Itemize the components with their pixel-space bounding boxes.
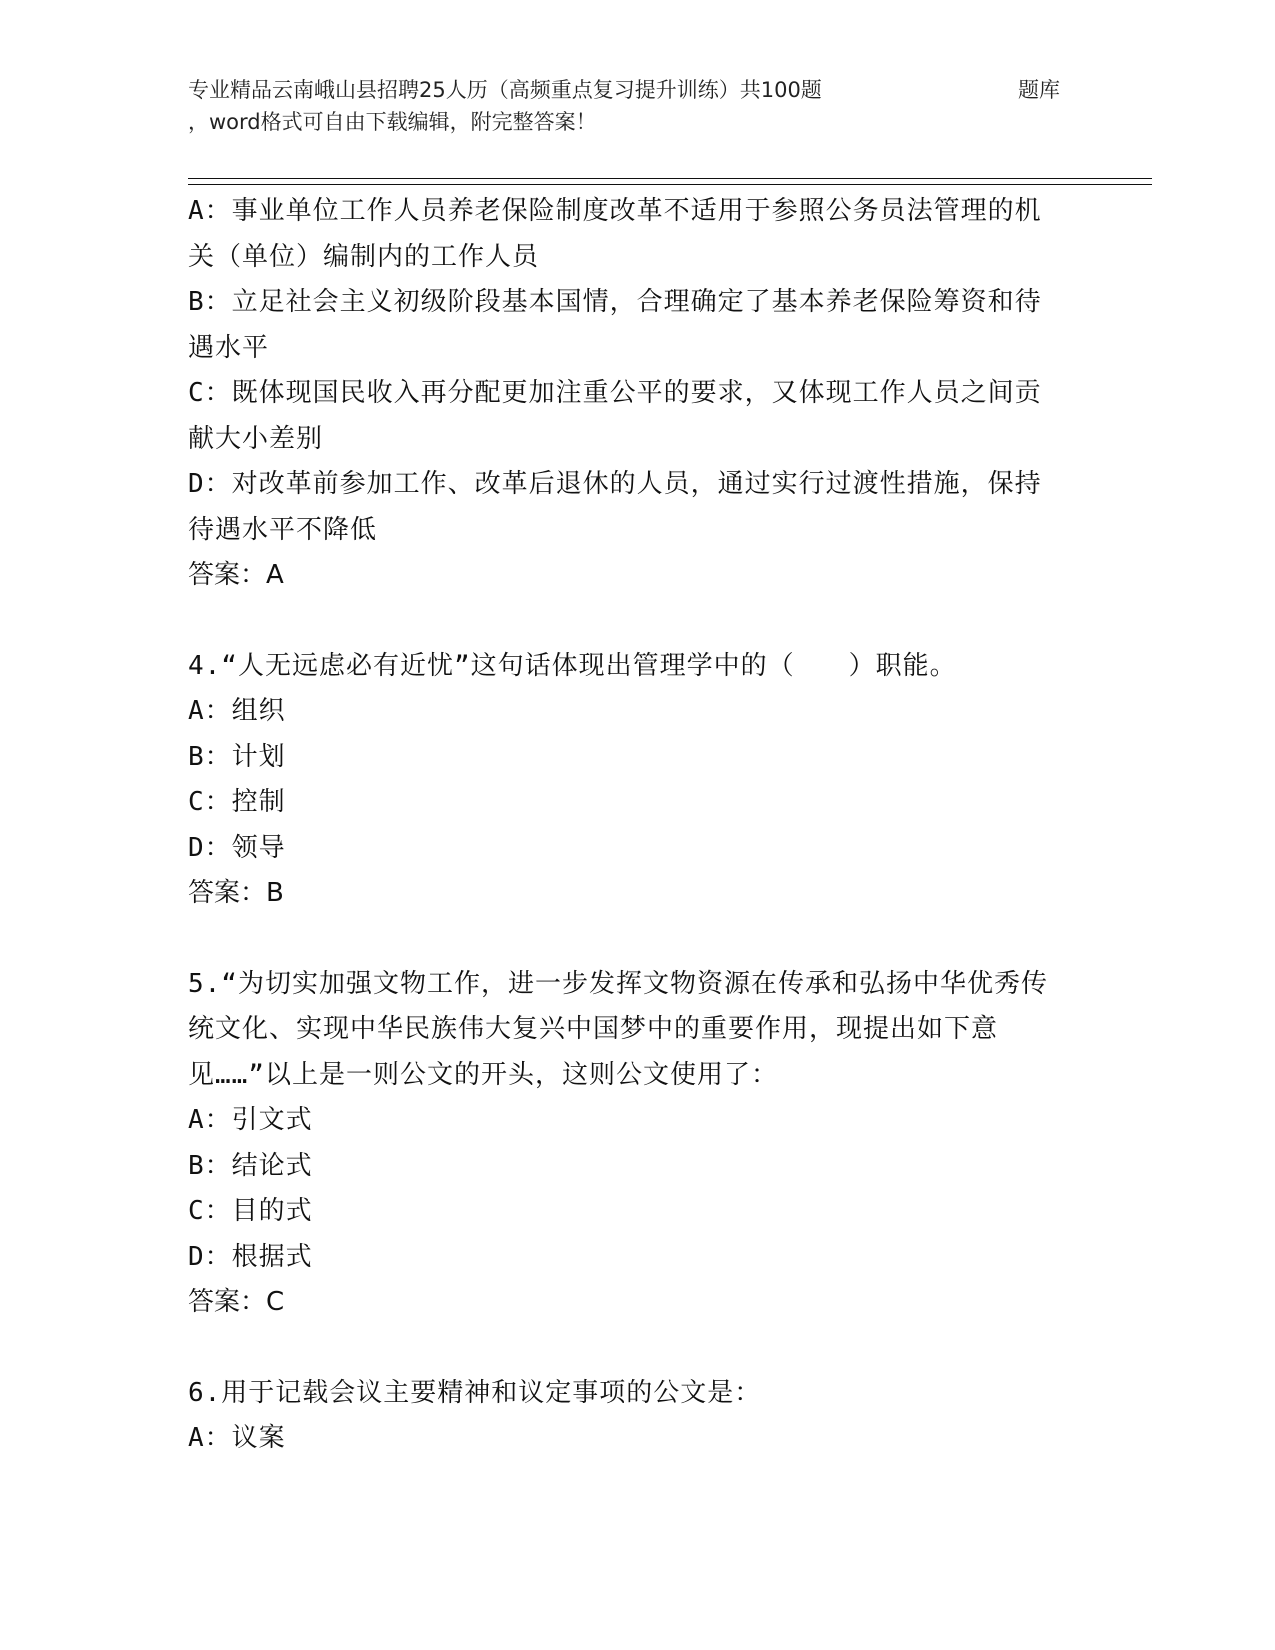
- q4-option-a: A：组织: [188, 696, 286, 726]
- q3-option-d: D：对改革前参加工作、改革后退休的人员，通过实行过渡性措施，保持待遇水平不降低: [188, 469, 1042, 545]
- q5-option-b: B：结论式: [188, 1150, 313, 1181]
- document-subtitle: ，word格式可自由下载编辑，附完整答案！: [188, 110, 597, 134]
- spacer: [188, 599, 1068, 644]
- q4-question: 4.“人无远虑必有近忧”这句话体现出管理学中的（ ）职能。: [188, 650, 957, 681]
- q6-question: 6.用于记载会议主要精神和议定事项的公文是：: [188, 1377, 762, 1408]
- q3-option-a: A：事业单位工作人员养老保险制度改革不适用于参照公务员法管理的机关（单位）编制内的工作人员: [188, 196, 1042, 272]
- q5-option-c: C：目的式: [188, 1196, 313, 1226]
- q3-option-c: C：既体现国民收入再分配更加注重公平的要求，又体现工作人员之间贡献大小差别: [188, 378, 1042, 454]
- q5-question: 5.“为切实加强文物工作，进一步发挥文物资源在传承和弘扬中华优秀传统文化、实现中华民族伟大复兴中国梦中的重要作用，现提出如下意见……”以上是一则公文的开头，这则公文使用了：: [188, 968, 1048, 1090]
- q3-option-b: B：立足社会主义初级阶段基本国情，合理确定了基本养老保险筹资和待遇水平: [188, 287, 1042, 363]
- q4-option-c: C：控制: [188, 787, 286, 817]
- question-5: [188, 962, 1068, 1326]
- spacer: [188, 917, 1068, 962]
- q6-option-a: A：议案: [188, 1423, 286, 1453]
- header-divider-bottom: [188, 184, 1152, 185]
- question-3: [188, 189, 1068, 599]
- q3-answer: 答案：A: [188, 560, 284, 590]
- q5-answer: 答案：C: [188, 1287, 285, 1317]
- question-6: [188, 1371, 1068, 1462]
- header-line-1: [188, 74, 1068, 106]
- q4-option-d: D：领导: [188, 832, 286, 863]
- q5-option-a: A：引文式: [188, 1105, 313, 1135]
- q5-option-d: D：根据式: [188, 1241, 313, 1272]
- document-title: 专业精品云南峨山县招聘25人历（高频重点复习提升训练）共100题: [188, 78, 822, 102]
- page-header: [188, 74, 1068, 138]
- q4-option-b: B：计划: [188, 741, 286, 772]
- header-tag: 题库: [1018, 78, 1060, 102]
- q4-answer: 答案：B: [188, 878, 284, 908]
- spacer: [188, 1326, 1068, 1371]
- header-divider-top: [188, 178, 1152, 179]
- question-content: [188, 189, 1068, 1462]
- question-4: [188, 644, 1068, 917]
